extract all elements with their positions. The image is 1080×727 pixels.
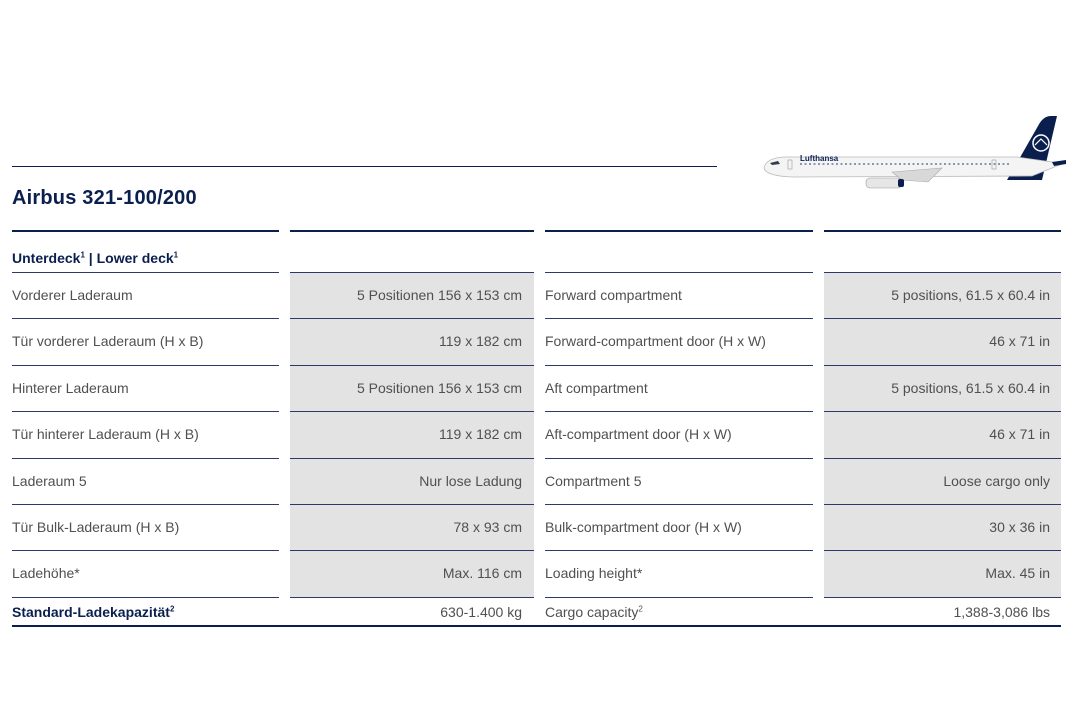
en-label: Loading height* [545, 565, 643, 582]
airplane-illustration-icon [752, 108, 1070, 200]
top-rule [12, 166, 717, 167]
row-rule [545, 504, 813, 505]
row-rule [290, 272, 534, 273]
en-label: Forward compartment [545, 287, 682, 303]
row-rule [824, 272, 1061, 273]
de-label: Tür hinterer Laderaum (H x B) [12, 426, 199, 443]
en-label: Aft compartment [545, 379, 648, 396]
en-value: 5 positions, 61.5 x 60.4 in [891, 379, 1050, 396]
row-rule [290, 318, 534, 319]
row-rule [545, 365, 813, 366]
row-rule [545, 411, 813, 412]
en-value: 46 x 71 in [989, 333, 1050, 350]
row-rule [290, 597, 534, 598]
total-de-value: 630-1.400 kg [440, 604, 522, 620]
row-rule [545, 272, 813, 273]
total-en-value: 1,388-3,086 lbs [953, 604, 1050, 620]
row-rule [12, 318, 279, 319]
row-rule [12, 411, 279, 412]
row-rule [12, 504, 279, 505]
en-value: 30 x 36 in [989, 519, 1050, 535]
column-header-rule [545, 230, 813, 232]
de-label: Tür Bulk-Laderaum (H x B) [12, 519, 180, 535]
de-value: Nur lose Ladung [419, 472, 522, 489]
en-label: Compartment 5 [545, 472, 642, 489]
row-rule [824, 458, 1061, 459]
row-rule [824, 597, 1061, 598]
de-value: 78 x 93 cm [453, 519, 522, 535]
row-rule [290, 411, 534, 412]
row-rule [545, 318, 813, 319]
en-label: Aft-compartment door (H x W) [545, 426, 732, 443]
row-rule [290, 365, 534, 366]
row-rule [824, 411, 1061, 412]
row-rule [12, 365, 279, 366]
row-rule [545, 597, 813, 598]
de-value: 119 x 182 cm [438, 333, 522, 350]
row-rule [12, 272, 279, 273]
de-label: Ladehöhe* [12, 565, 80, 582]
en-value: Loose cargo only [943, 472, 1050, 489]
row-rule [545, 550, 813, 551]
row-rule [290, 458, 534, 459]
row-rule [12, 458, 279, 459]
de-value: 5 Positionen 156 x 153 cm [357, 379, 522, 396]
page-title: Airbus 321-100/200 [12, 187, 197, 209]
de-value: 119 x 182 cm [438, 426, 522, 443]
en-label: Bulk-compartment door (H x W) [545, 519, 742, 535]
row-rule [824, 550, 1061, 551]
de-label: Hinterer Laderaum [12, 379, 129, 396]
en-value: 5 positions, 61.5 x 60.4 in [891, 287, 1050, 303]
row-rule [824, 365, 1061, 366]
de-value: 5 Positionen 156 x 153 cm [357, 287, 522, 303]
row-rule [12, 597, 279, 598]
de-label: Laderaum 5 [12, 472, 87, 489]
row-rule [290, 504, 534, 505]
en-value: Max. 45 in [985, 565, 1050, 582]
table-bottom-rule [12, 625, 1061, 627]
column-header-rule [12, 230, 279, 232]
livery-text: Lufthansa [800, 154, 839, 163]
row-rule [824, 318, 1061, 319]
row-rule [545, 458, 813, 459]
row-rule [12, 550, 279, 551]
de-value: Max. 116 cm [442, 565, 522, 582]
row-rule [290, 550, 534, 551]
total-en-label: Cargo capacity$^2$ [545, 604, 643, 620]
total-de-label: Standard-Ladekapazität$^2$ [12, 604, 175, 620]
en-label: Forward-compartment door (H x W) [545, 333, 766, 350]
column-header-rule [824, 230, 1061, 232]
de-label: Tür vorderer Laderaum (H x B) [12, 333, 204, 350]
section-heading: Unterdeck$^1$ | Lower deck$^1$ [12, 250, 179, 266]
column-header-rule [290, 230, 534, 232]
en-value: 46 x 71 in [989, 426, 1050, 443]
de-label: Vorderer Laderaum [12, 287, 133, 303]
row-rule [824, 504, 1061, 505]
